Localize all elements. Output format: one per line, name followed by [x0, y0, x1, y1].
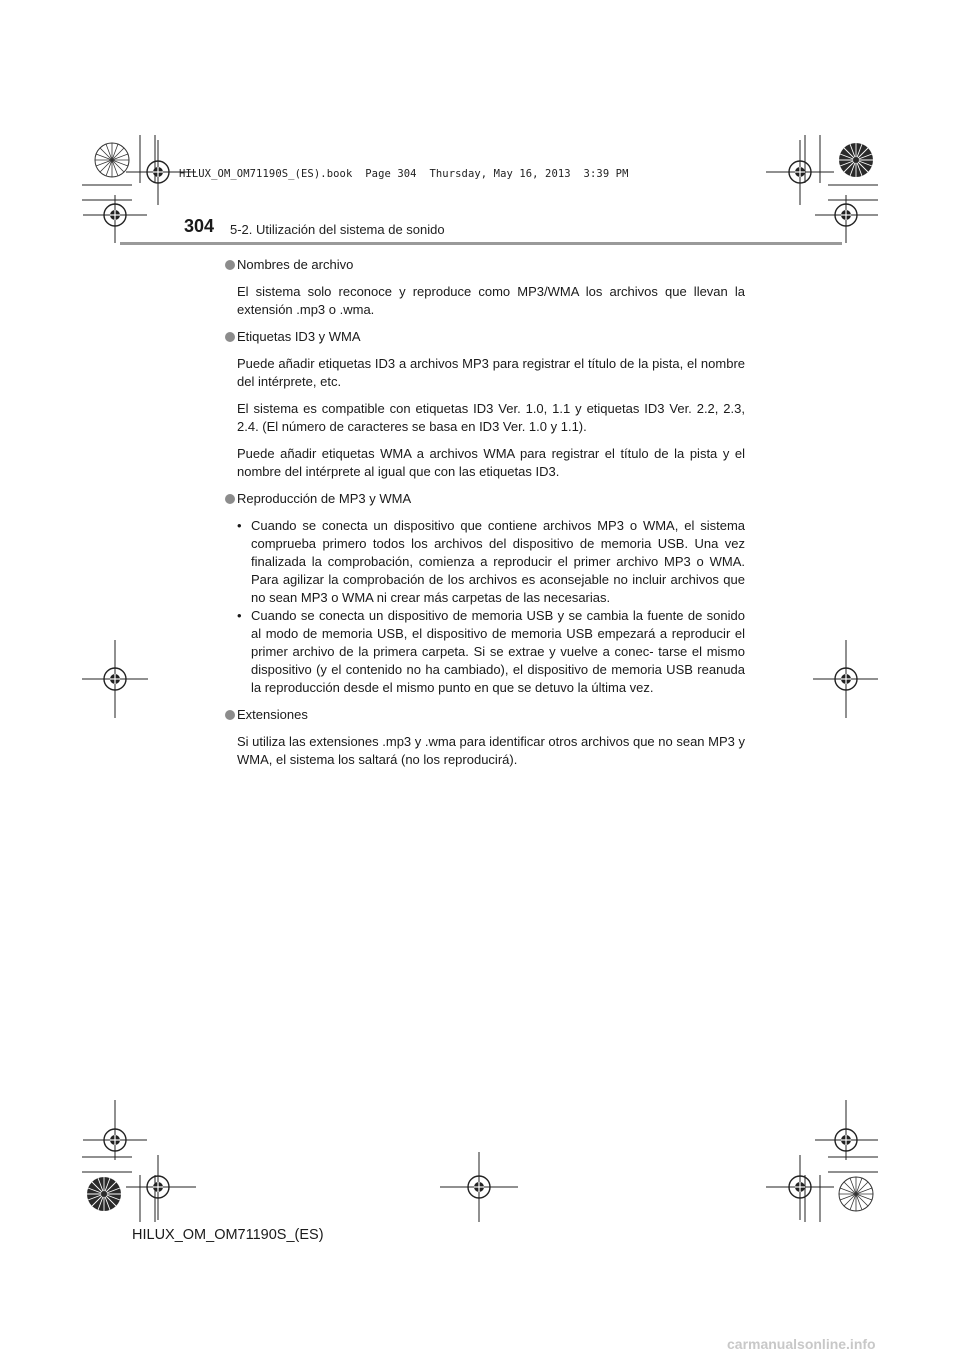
item-heading	[225, 490, 745, 508]
paragraph: El sistema solo reconoce y reproduce como MP3/WMA los archivos que llevan la extensión .mp3 o .wma.	[237, 284, 745, 317]
paragraph: Si utiliza las extensiones .mp3 y .wma para identificar otros archivos que no sean MP3 y WMA, el sistema los saltará (no los reproducirá).	[237, 734, 745, 767]
item-heading-text: Nombres de archivo	[237, 257, 354, 272]
sub-list	[237, 517, 745, 697]
item-heading-text: Reproducción de MP3 y WMA	[237, 491, 412, 506]
paragraph: Puede añadir etiquetas WMA a archivos WMA para registrar el título de la pista y el nombre del intérprete al igual que con las etiquetas ID3.	[237, 446, 745, 479]
page-number: 304	[184, 216, 215, 236]
item-etiquetas-id3-wma	[225, 328, 745, 481]
item-heading-text: Etiquetas ID3 y WMA	[237, 329, 361, 344]
item-heading	[225, 256, 745, 274]
list-item-text: Cuando se conecta un dispositivo de memoria USB y se cambia la fuente de sonido al modo de memoria USB, el dispositivo de memoria USB empezará a reproducir el primer archivo de la primera carpeta. Si se extrae y vuelve a conec- tarse el mismo dispositivo (y el contenido no ha cambiado), el dispositivo de memoria USB reanuda la reproducción desde el mismo punto en que se detuvo la última vez.	[251, 608, 745, 695]
bullet-icon	[225, 494, 235, 504]
dot-bullet-icon: •	[237, 608, 242, 623]
paragraph: El sistema es compatible con etiquetas ID3 Ver. 1.0, 1.1 y etiquetas ID3 Ver. 2.2, 2.3, 2.4. (El número de caracteres se basa en ID3 Ver. 1.0 y 1.1).	[237, 401, 745, 434]
book-file-info: HILUX_OM_OM71190S_(ES).book Page 304 Thursday, May 16, 2013 3:39 PM	[179, 168, 629, 180]
header-rule	[120, 242, 842, 245]
section-title: 5-2. Utilización del sistema de sonido	[230, 222, 445, 237]
footer-document-code: HILUX_OM_OM71190S_(ES)	[132, 1227, 324, 1243]
item-heading	[225, 706, 745, 724]
list-item-text: Cuando se conecta un dispositivo que contiene archivos MP3 o WMA, el sistema comprueba primero todos los archivos del dispositivo de memoria USB. Una vez finalizada la comprobación, comienza a reproducir el primer archivo MP3 o WMA. Para agilizar la comprobación de los archivos es aconsejable no incluir archivos que no sean MP3 o WMA ni crear más carpetas de las necesarias.	[251, 518, 745, 605]
item-heading-text: Extensiones	[237, 707, 308, 722]
bullet-icon	[225, 710, 235, 720]
page-content	[225, 256, 745, 778]
item-extensiones	[225, 706, 745, 769]
item-nombres-de-archivo	[225, 256, 745, 319]
item-heading	[225, 328, 745, 346]
watermark: carmanualsonline.info	[727, 1336, 876, 1352]
bullet-icon	[225, 260, 235, 270]
list-item	[237, 517, 745, 607]
bullet-icon	[225, 332, 235, 342]
list-item	[237, 607, 745, 697]
dot-bullet-icon: •	[237, 518, 242, 533]
item-reproduccion-mp3-wma	[225, 490, 745, 697]
paragraph: Puede añadir etiquetas ID3 a archivos MP3 para registrar el título de la pista, el nombre del intérprete, etc.	[237, 356, 745, 389]
